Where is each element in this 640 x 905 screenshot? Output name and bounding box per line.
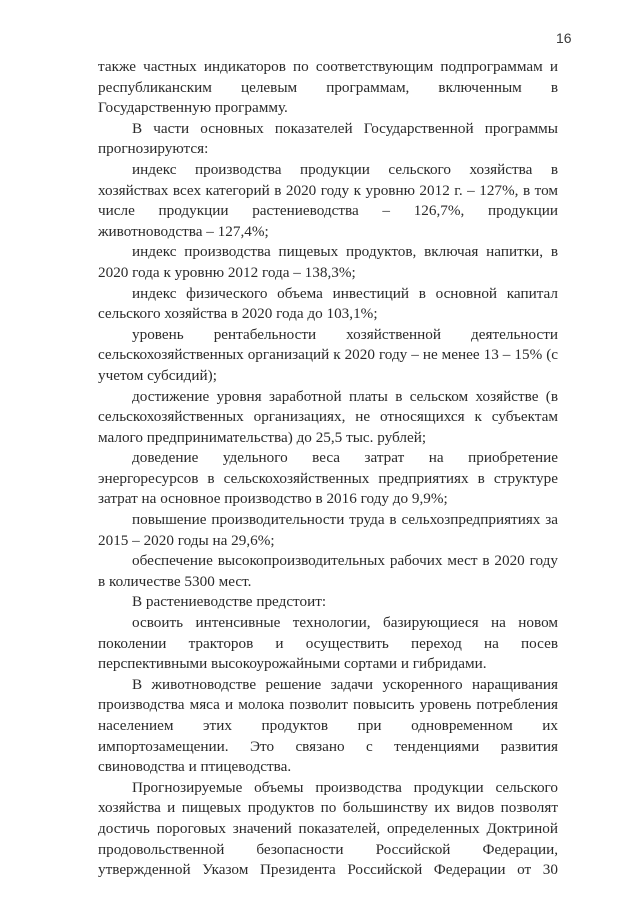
document-body [98, 57, 558, 881]
paragraph: В растениеводстве предстоит: [132, 593, 327, 611]
paragraph: повышение производительности труда в сельхозпредприятиях за 2015 – 2020 годы на 29,6%; [98, 511, 558, 549]
paragraph: также частных индикаторов по соответствующим подпрограммам и республиканским целевым программам, включенным в Государственную программу. [98, 58, 558, 117]
paragraph: В животноводстве решение задачи ускоренного наращивания производства мяса и молока позволит повысить уровень потребления населением этих продуктов при одновременном их импортозамещении. Это связано с тенденциями развития свиноводства и птицеводства. [98, 675, 558, 776]
paragraph: доведение удельного веса затрат на приобретение энергоресурсов в сельскохозяйственных предприятиях в структуре затрат на основное производство в 2016 году до 9,9%; [98, 449, 558, 508]
paragraph: достижение уровня заработной платы в сельском хозяйстве (в сельскохозяйственных организациях, не относящихся к субъектам малого предпринимательства) до 25,5 тыс. рублей; [98, 387, 558, 446]
paragraph: В части основных показателей Государственной программы прогнозируются: [98, 119, 558, 158]
paragraph: уровень рентабельности хозяйственной деятельности сельскохозяйственных организаций к 2020 году – не менее 13 – 15% (с учетом субсидий); [98, 325, 558, 384]
page-number: 16 [556, 30, 572, 46]
paragraph: обеспечение высокопроизводительных рабочих мест в 2020 году в количестве 5300 мест. [98, 552, 558, 590]
paragraph: индекс производства продукции сельского хозяйства в хозяйствах всех категорий в 2020 году к уровню 2012 г. – 127%, в том числе продукции растениеводства – 126,7%, продукции животноводства – 127,4%; [98, 160, 558, 240]
paragraph: индекс физического объема инвестиций в основной капитал сельского хозяйства в 2020 года до 103,1%; [98, 284, 558, 323]
paragraph: индекс производства пищевых продуктов, включая напитки, в 2020 года к уровню 2012 года – 138,3%; [98, 243, 558, 281]
paragraph: Прогнозируемые объемы производства продукции сельского хозяйства и пищевых продуктов по большинству их видов позволят достичь пороговых значений показателей, определенных Доктриной продовольственной безопасности Российской Федерации, утвержденной Указом Президента Российской Федерации от 30 [98, 778, 558, 879]
paragraph: освоить интенсивные технологии, базирующиеся на новом поколении тракторов и осуществить переход на посев перспективными высокоурожайными сортами и гибридами. [98, 614, 558, 673]
